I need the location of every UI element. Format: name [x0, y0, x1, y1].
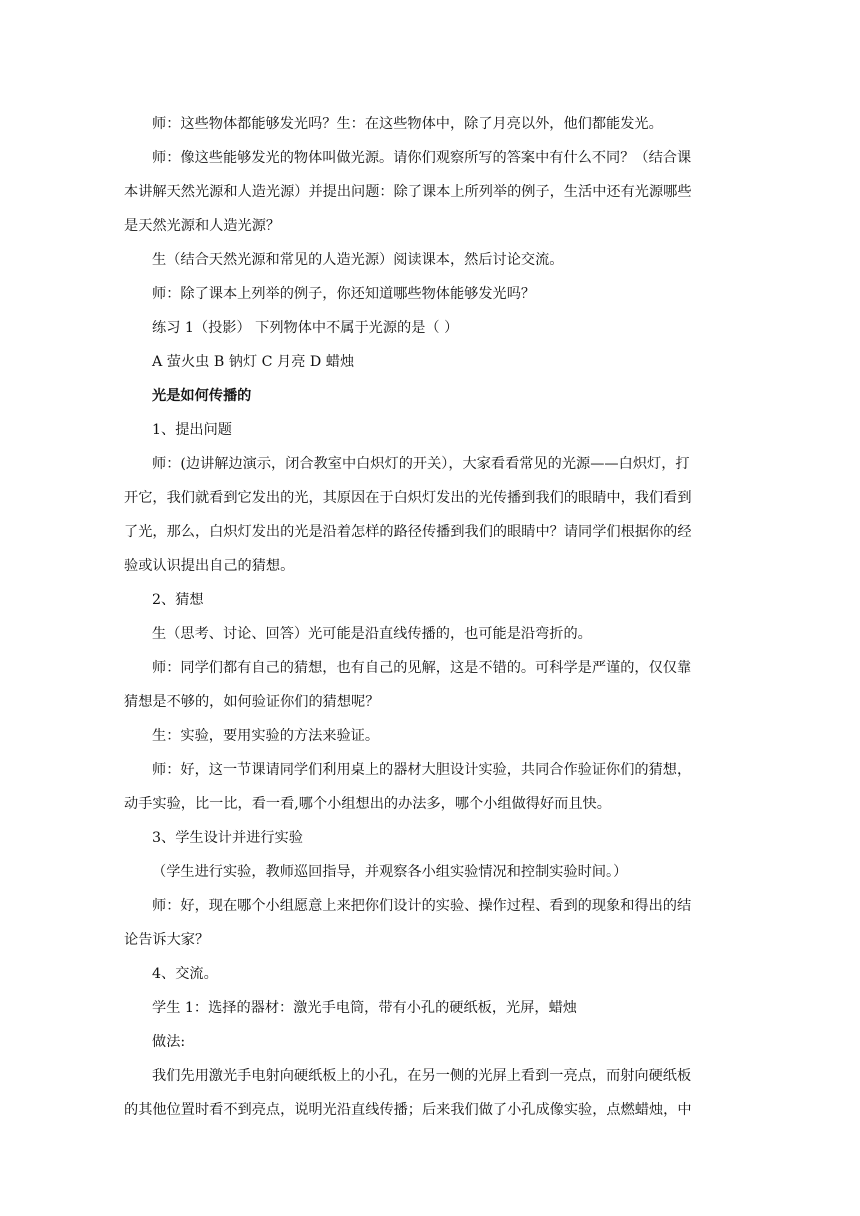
text-line: 师：(边讲解边演示，闭合教室中白炽灯的开关），大家看看常见的光源——白炽灯，打 [152, 456, 690, 472]
text-line: 生：实验，要用实验的方法来验证。 [152, 728, 380, 744]
text-line: 本讲解天然光源和人造光源）并提出问题：除了课本上所列举的例子，生活中还有光源哪些 [124, 184, 692, 200]
text-line: 4、交流。 [152, 966, 218, 982]
text-line: 师：像这些能够发光的物体叫做光源。请你们观察所写的答案中有什么不同？（结合课 [152, 150, 692, 166]
text-line: 开它，我们就看到它发出的光，其原因在于白炽灯发出的光传播到我们的眼睛中，我们看到 [124, 490, 692, 506]
text-line: 的其他位置时看不到亮点，说明光沿直线传播；后来我们做了小孔成像实验，点燃蜡烛，中 [124, 1102, 692, 1118]
text-line: 生（思考、讨论、回答）光可能是沿直线传播的，也可能是沿弯折的。 [152, 626, 592, 642]
text-line: （学生进行实验，教师巡回指导，并观察各小组实验情况和控制实验时间。） [152, 864, 628, 880]
text-line: 师：好，这一节课请同学们利用桌上的器材大胆设计实验，共同合作验证你们的猜想， [152, 762, 692, 778]
text-line: 做法: [152, 1034, 186, 1050]
section-heading: 光是如何传播的 [152, 388, 252, 404]
text-line: 了光，那么，白炽灯发出的光是沿着怎样的路径传播到我们的眼睛中？请同学们根据你的经 [124, 524, 692, 540]
text-line: 我们先用激光手电射向硬纸板上的小孔，在另一侧的光屏上看到一亮点，而射向硬纸板 [152, 1068, 692, 1084]
text-line: 是天然光源和人造光源？ [124, 218, 281, 234]
text-line: 学生 1：选择的器材：激光手电筒，带有小孔的硬纸板，光屏，蜡烛 [152, 1000, 577, 1016]
text-line: 验或认识提出自己的猜想。 [124, 558, 295, 574]
text-line: 师：好，现在哪个小组愿意上来把你们设计的实验、操作过程、看到的现象和得出的结 [152, 898, 692, 914]
text-line: 论告诉大家？ [124, 932, 210, 948]
text-line: 师：这些物体都能够发光吗？生：在这些物体中，除了月亮以外，他们都能发光。 [152, 116, 663, 132]
document-body [124, 107, 736, 1127]
text-line: 1、提出问题 [152, 422, 232, 438]
text-line: 练习 1（投影） 下列物体中不属于光源的是（ ） [152, 320, 459, 336]
text-line: A 萤火虫 B 钠灯 C 月亮 D 蜡烛 [152, 354, 355, 370]
text-line: 3、学生设计并进行实验 [152, 830, 303, 846]
text-line: 师：除了课本上列举的例子，你还知道哪些物体能够发光吗？ [152, 286, 536, 302]
text-line: 师：同学们都有自己的猜想，也有自己的见解，这是不错的。可科学是严谨的，仅仅靠 [152, 660, 692, 676]
text-line: 猜想是不够的，如何验证你们的猜想呢？ [124, 694, 380, 710]
text-line: 2、猜想 [152, 592, 204, 608]
text-line: 生（结合天然光源和常见的人造光源）阅读课本，然后讨论交流。 [152, 252, 564, 268]
text-line: 动手实验，比一比，看一看,哪个小组想出的办法多，哪个小组做得好而且快。 [124, 796, 611, 812]
